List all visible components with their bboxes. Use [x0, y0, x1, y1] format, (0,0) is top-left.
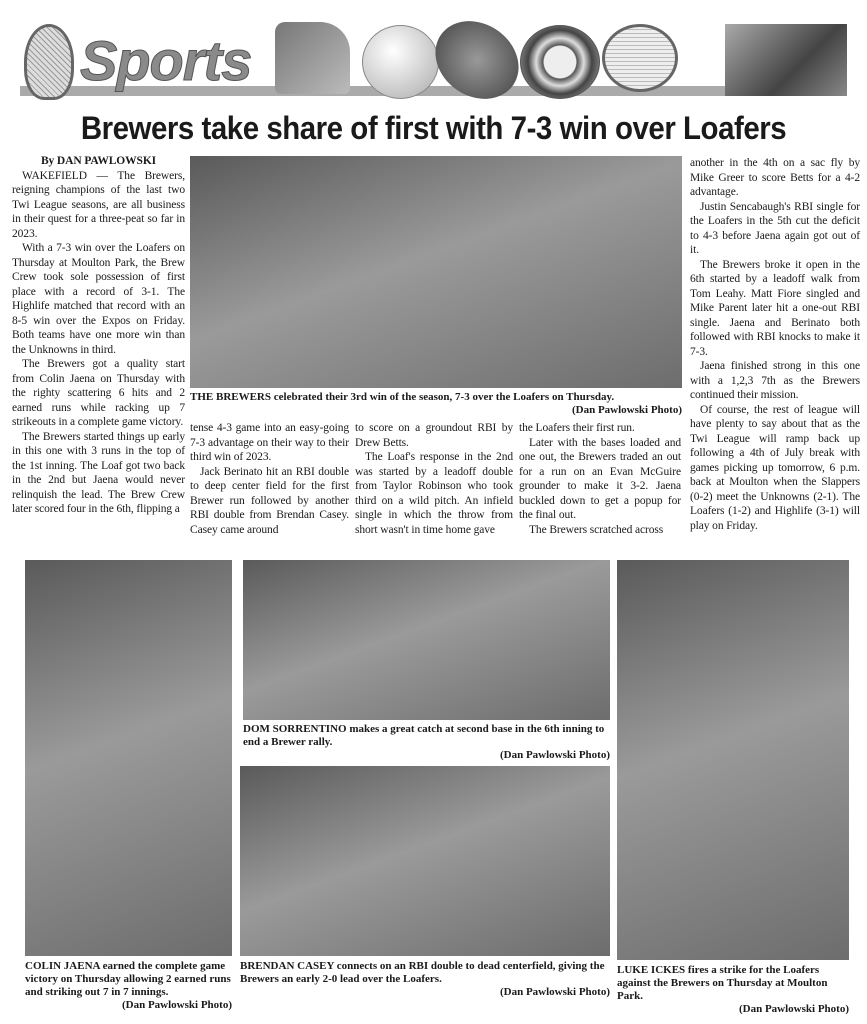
byline: By DAN PAWLOWSKI — [40, 155, 157, 167]
hurdler-icon — [725, 24, 847, 96]
caption-lead: THE BREWERS — [190, 391, 271, 403]
luke-ickes-photo — [617, 560, 849, 960]
dom-sorrentino-photo — [243, 560, 610, 720]
paragraph: Later with the bases loaded and one out, the Brewers traded an out for a run on an Evan McGuire grounder to make it 3-2. Jaena buckled down to get a popup for the final out. — [519, 436, 681, 521]
paragraph: The Loaf's response in the 2nd was started by a leadoff double from Taylor Robinson who took third on a wild pitch. An infield single in which the throw from short wasn't in time home gave — [355, 451, 513, 536]
football-icon — [420, 5, 533, 114]
article-column-5 — [690, 156, 860, 533]
photo-caption-jaena — [25, 960, 232, 1012]
article-column-2 — [190, 421, 349, 537]
colin-jaena-photo — [25, 560, 232, 956]
article-column-1 — [12, 154, 185, 517]
article-column-4 — [519, 421, 681, 537]
caption-text: makes a great catch at second base in the 6th inning to end a Brewer rally. — [243, 723, 605, 748]
paragraph: another in the 4th on a sac fly by Mike Greer to score Betts for a 4-2 advantage. — [690, 157, 860, 198]
section-title: Sports — [80, 29, 252, 92]
paragraph: The Brewers started things up early in this one with 3 runs in the top of the 1st inning. The Loaf got two back in the 2nd but Jaena would never relinquish the lead. The Brew Crew later scored four in the 6th, flipping a — [12, 430, 185, 515]
caption-lead: COLIN JAENA — [25, 960, 100, 972]
caption-text: celebrated their 3rd win of the season, 7-3 over the Loafers on Thursday. — [271, 391, 615, 403]
lacrosse-stick-icon — [24, 24, 74, 100]
soccer-ball-icon — [520, 25, 600, 99]
paragraph: The Brewers scratched across — [529, 523, 664, 536]
photo-caption-ickes — [617, 964, 849, 1016]
paragraph: The Brewers broke it open in the 6th started by a leadoff walk from Tom Leahy. Matt Fiore singled and Mike Parent later hit a one-out RBI single. Jaena and Berinato both followed with RBI knocks to make it 7-3. — [690, 258, 860, 358]
caption-text: connects on an RBI double to dead centerfield, giving the Brewers an early 2-0 lead over the Loafers. — [240, 960, 605, 985]
photo-caption-top — [190, 391, 682, 417]
paragraph: the Loafers their first run. — [519, 422, 635, 434]
paragraph: WAKEFIELD — The Brewers, reigning champions of the last two Twi League seasons, are all business in their quest for a three-peat so far in 2023. — [12, 169, 185, 240]
photo-credit: (Dan Pawlowski Photo) — [121, 999, 232, 1011]
caption-text: fires a strike for the Loafers against the Brewers on Thursday at Moulton Park. — [617, 964, 828, 1002]
photo-caption-casey — [240, 960, 610, 999]
paragraph: to score on a groundout RBI by Drew Betts. — [355, 422, 513, 449]
photo-credit: (Dan Pawlowski Photo) — [499, 986, 610, 998]
paragraph: The Brewers got a quality start from Colin Jaena on Thursday with the righty scattering 6 hits and 2 earned runs while racking up 7 strikeouts in a complete game victory. — [12, 358, 185, 428]
paragraph: With a 7-3 win over the Loafers on Thursday at Moulton Park, the Brew Crew took sole possession of first place with a record of 3-1. The Highlife matched that record with an 8-5 win over the Expos on Friday. Both teams have one more win than the Unknowns in third. — [12, 242, 185, 356]
photo-credit: (Dan Pawlowski Photo) — [499, 749, 610, 761]
tennis-racket-icon — [602, 24, 678, 92]
paragraph: Jack Berinato hit an RBI double to deep center field for the first Brewer run followed by another RBI double from Brendan Casey. Casey came around — [190, 465, 349, 536]
photo-credit: (Dan Pawlowski Photo) — [571, 404, 682, 416]
photo-caption-sorrentino — [243, 723, 610, 762]
baseball-icon — [362, 25, 439, 99]
brendan-casey-photo — [240, 766, 610, 956]
brewers-celebration-photo — [190, 156, 682, 388]
paragraph: Justin Sencabaugh's RBI single for the Loafers in the 5th cut the deficit to 4-3 before Jaena again got out of it. — [690, 200, 860, 256]
caption-lead: LUKE ICKES — [617, 964, 686, 976]
caption-lead: BRENDAN CASEY — [240, 960, 335, 972]
paragraph: tense 4-3 game into an easy-going 7-3 advantage on their way to their third win of 2023. — [190, 422, 349, 463]
paragraph: Of course, the rest of league will have plenty to say about that as the Twi League will ramp back up following a 4th of July break with games picking up tomorrow, 6 p.m. back at Moulton when the Slappers (0-2) meet the Unknowns (2-1). The Loafers (1-2) and Highlife (3-1) will play on Friday. — [690, 403, 860, 532]
caption-text: earned the complete game victory on Thursday allowing 2 earned runs and striking out 7 in 7 innings. — [25, 960, 231, 998]
ice-skates-icon — [275, 22, 350, 94]
caption-lead: DOM SORRENTINO — [243, 723, 347, 735]
article-column-3 — [355, 421, 513, 537]
paragraph: Jaena finished strong in this one with a 1,2,3 7th as the Brewers continued their mission. — [690, 360, 860, 401]
headline: Brewers take share of first with 7-3 win over Loafers — [80, 110, 787, 146]
photo-credit: (Dan Pawlowski Photo) — [738, 1003, 849, 1015]
